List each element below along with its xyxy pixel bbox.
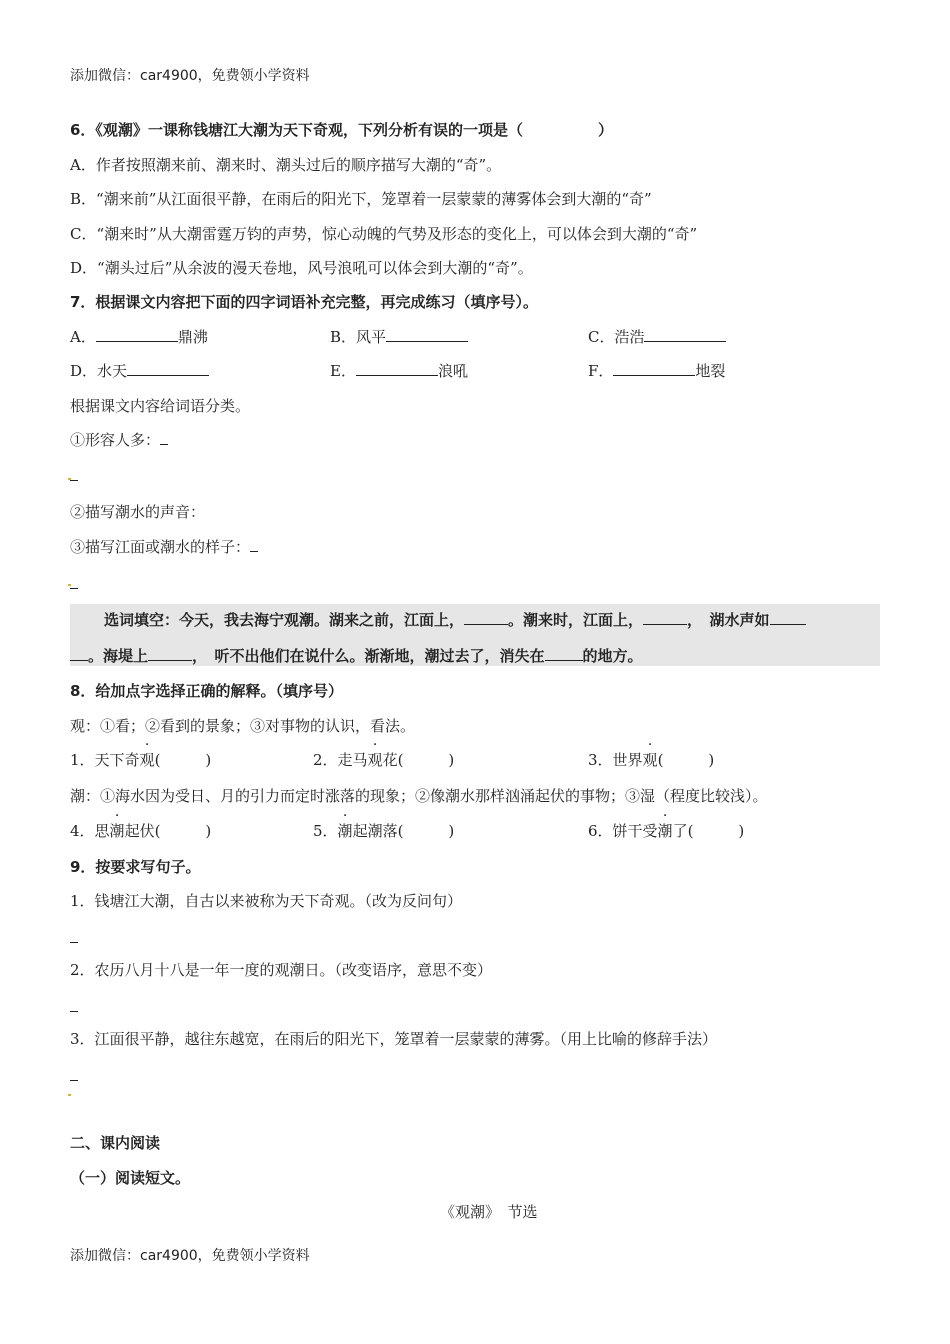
section-2-subtitle: （一）阅读短文。: [70, 1169, 191, 1187]
q8-item-6-prefix: 6．饼干受: [588, 822, 658, 840]
q6-option-c: C．“潮来时”从大潮雷霆万钧的声势，惊心动魄的气势及形态的变化上，可以体会到大潮的“奇”: [70, 225, 698, 243]
page-footer: 添加微信：car4900，免费领小学资料: [70, 1248, 310, 1264]
q7-blank-a[interactable]: [96, 327, 178, 342]
q7-item-a: [70, 327, 208, 347]
q8-item-2-answer[interactable]: 花( ): [382, 751, 455, 769]
fill-blank-1[interactable]: [464, 610, 508, 625]
q7-classify-3-answer-line[interactable]: [70, 574, 78, 594]
q8-item-5-dotted: 潮: [337, 822, 353, 840]
q7-classify-1: [70, 430, 168, 450]
q8-item-4-prefix: 4．思: [70, 822, 110, 840]
q8-item-5-prefix: 5．: [313, 822, 338, 840]
q7-classify-1-blank[interactable]: [160, 430, 168, 445]
q6-option-d: D．“潮头过后”从余波的漫天卷地，风号浪吼可以体会到大潮的“奇”。: [70, 259, 533, 277]
q8-item-5: [313, 821, 454, 841]
fill-blank-3-cont[interactable]: [70, 646, 88, 661]
fill-in-text-4: 。海堤上: [88, 647, 149, 665]
q7-item-e-word: 浪吼: [437, 362, 468, 380]
q7-classify-1-answer-line[interactable]: [70, 466, 78, 486]
fill-in-text-6: 的地方。: [582, 647, 643, 665]
q7-blank-c[interactable]: [644, 327, 726, 342]
q7-classify-2: ②描写潮水的声音：: [70, 503, 206, 521]
q8-item-1: [70, 750, 211, 770]
q7-item-b-label: B．风平: [330, 328, 387, 346]
q8-item-6-answer[interactable]: 了( ): [672, 822, 745, 840]
q7-item-f-word: 地裂: [695, 362, 726, 380]
question-8-stem: 8．给加点字选择正确的解释。（填序号）: [70, 682, 343, 700]
edit-mark: [68, 1094, 71, 1096]
q8-item-4-answer[interactable]: 起伏( ): [124, 822, 212, 840]
fill-in-text-1: 选词填空：今天，我去海宁观潮。湖来之前，江面上，: [104, 611, 465, 629]
question-7-stem: 7．根据课文内容把下面的四字词语补充完整，再完成练习（填序号）。: [70, 293, 538, 311]
q7-item-c: [588, 327, 726, 347]
q6-option-b: B．“潮来前”从江面很平静，在雨后的阳光下，笼罩着一层蒙蒙的薄雾体会到大潮的“奇”: [70, 190, 652, 208]
q9-sentence-3: 3．江面很平静，越往东越宽，在雨后的阳光下，笼罩着一层蒙蒙的薄雾。（用上比喻的修辞手法）: [70, 1030, 718, 1048]
q7-item-a-label: A．: [70, 328, 96, 346]
q8-item-3-answer[interactable]: ( ): [657, 751, 715, 769]
q7-classify-3-label: ③描写江面或潮水的样子：: [70, 538, 251, 556]
q9-answer-line-2[interactable]: [70, 997, 78, 1017]
fill-blank-2[interactable]: [643, 610, 687, 625]
fill-in-line-1: [104, 610, 806, 630]
q7-blank-d[interactable]: [127, 361, 209, 376]
q8-item-4: [70, 821, 211, 841]
q9-answer-line-3[interactable]: [70, 1066, 78, 1086]
fill-blank-4[interactable]: [148, 646, 192, 661]
q7-item-f-label: F．: [588, 362, 614, 380]
q9-answer-line-1[interactable]: [70, 928, 78, 948]
q8-item-6-dotted: 潮: [657, 822, 673, 840]
q7-blank-e[interactable]: [356, 361, 438, 376]
q8-item-1-prefix: 1．天下奇: [70, 751, 140, 769]
q8-item-6: [588, 821, 744, 841]
fill-in-text-3: ， 湖水声如: [687, 611, 770, 629]
q6-option-a: A．作者按照潮来前、潮来时、潮头过后的顺序描写大潮的“奇”。: [70, 156, 502, 174]
q8-item-3: [588, 750, 714, 770]
q7-item-f: [588, 361, 725, 381]
q8-guan-definition: 观：①看；②看到的景象；③对事物的认识，看法。: [70, 717, 416, 735]
question-9-stem: 9．按要求写句子。: [70, 858, 201, 876]
question-6-stem: 6．《观潮》一课称钱塘江大潮为天下奇观，下列分析有误的一项是（ ）: [70, 121, 613, 139]
q7-item-b: [330, 327, 468, 347]
q7-classify-instruction: 根据课文内容给词语分类。: [70, 397, 251, 415]
q7-classify-3-blank[interactable]: [250, 537, 258, 552]
section-2-title: 二、课内阅读: [70, 1134, 161, 1152]
q7-blank-f[interactable]: [613, 361, 695, 376]
q8-item-1-answer[interactable]: ( ): [154, 751, 212, 769]
fill-in-text-5: ， 听不出他们在说什么。渐渐地，潮过去了，消失在: [192, 647, 545, 665]
q8-item-2-dotted: 观: [367, 751, 383, 769]
q8-item-3-prefix: 3．世界: [588, 751, 643, 769]
q7-item-c-label: C．浩浩: [588, 328, 645, 346]
fill-in-line-2: [70, 646, 643, 666]
fill-in-text-2: 。潮来时，江面上，: [508, 611, 644, 629]
q7-classify-1-label: ①形容人多：: [70, 431, 161, 449]
q7-blank-b[interactable]: [386, 327, 468, 342]
q8-chao-definition: 潮：①海水因为受日、月的引力而定时涨落的现象；②像潮水那样汹涌起伏的事物；③湿（程度比较浅）。: [70, 787, 768, 805]
q7-classify-3: [70, 537, 258, 557]
q8-item-2-prefix: 2．走马: [313, 751, 368, 769]
q8-item-3-dotted: 观: [642, 751, 658, 769]
q8-item-4-dotted: 潮: [109, 822, 125, 840]
q7-item-e: [330, 361, 468, 381]
q7-item-e-label: E．: [330, 362, 356, 380]
q7-item-a-word: 鼎沸: [177, 328, 208, 346]
q9-sentence-2: 2．农历八月十八是一年一度的观潮日。（改变语序，意思不变）: [70, 961, 493, 979]
q8-item-2: [313, 750, 454, 770]
fill-blank-5[interactable]: [545, 646, 583, 661]
fill-blank-3[interactable]: [770, 610, 806, 625]
q7-item-d-label: D．水天: [70, 362, 128, 380]
q9-sentence-1: 1．钱塘江大潮，自古以来被称为天下奇观。（改为反问句）: [70, 892, 463, 910]
q8-item-5-answer[interactable]: 起潮落( ): [352, 822, 455, 840]
edit-mark: [68, 478, 71, 480]
edit-mark: [68, 584, 71, 586]
page-header: 添加微信：car4900，免费领小学资料: [70, 68, 310, 84]
q7-item-d: [70, 361, 209, 381]
passage-title: 《观潮》 节选: [440, 1203, 538, 1221]
q8-item-1-dotted: 观: [139, 751, 155, 769]
